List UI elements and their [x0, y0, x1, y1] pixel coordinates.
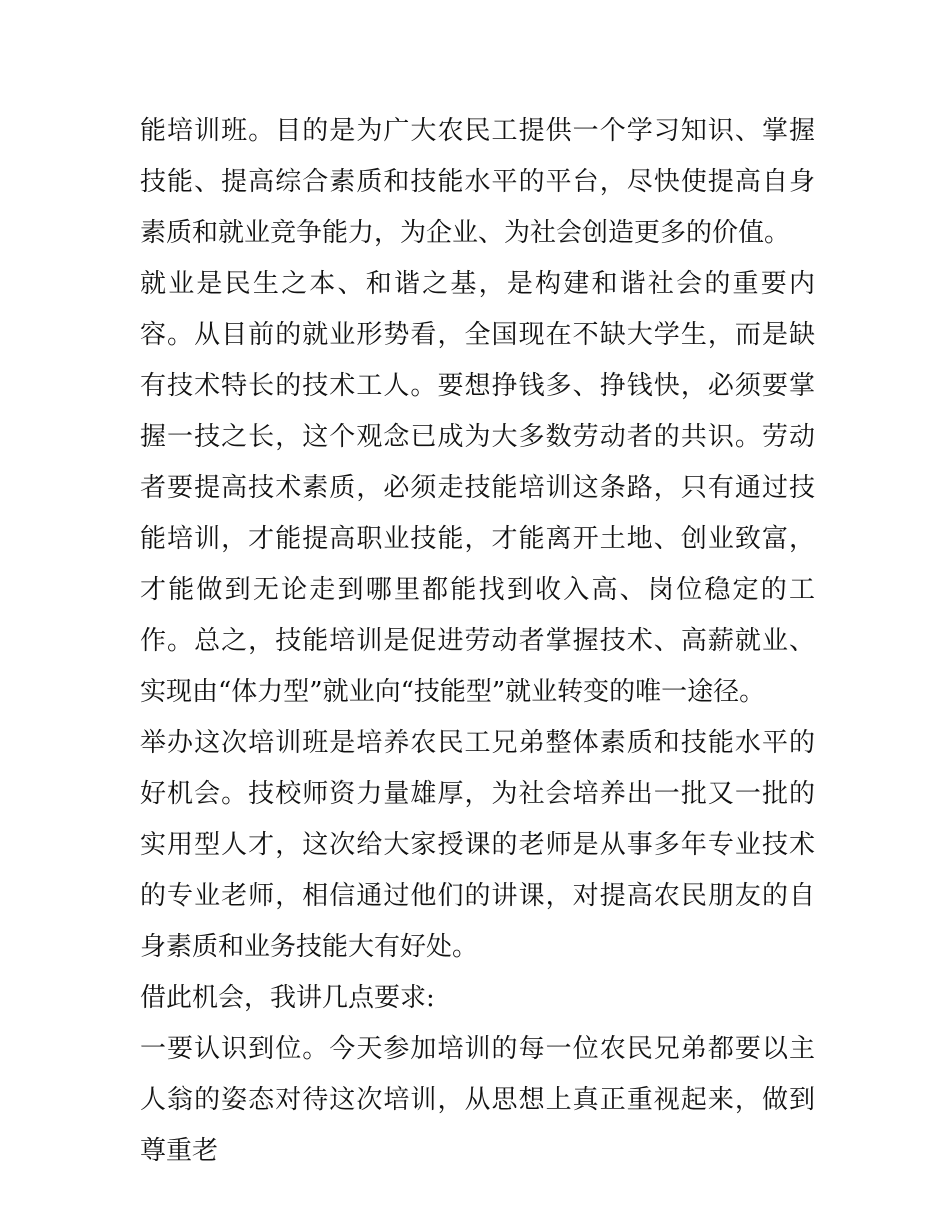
paragraph-3: 举办这次培训班是培养农民工兄弟整体素质和技能水平的好机会。技校师资力量雄厚，为社会培养出一批又一批的实用型人才，这次给大家授课的老师是从事多年专业技术的专业老师，相信通过他们的讲课，对提高农民朋友的自身素质和业务技能大有好处。	[140, 728, 815, 962]
paragraph-4: 借此机会，我讲几点要求:	[140, 983, 435, 1013]
paragraph-5: 一要认识到位。今天参加培训的每一位农民兄弟都要以主人翁的姿态对待这次培训，从思想上真正重视起来，做到尊重老	[140, 1034, 815, 1166]
paragraph-1: 能培训班。目的是为广大农民工提供一个学习知识、掌握技能、提高综合素质和技能水平的平台，尽快使提高自身素质和就业竞争能力，为企业、为社会创造更多的价值。	[140, 116, 815, 248]
paragraph-2: 就业是民生之本、和谐之基，是构建和谐社会的重要内容。从目前的就业形势看，全国现在不缺大学生，而是缺有技术特长的技术工人。要想挣钱多、挣钱快，必须要掌握一技之长，这个观念已成为大多数劳动者的共识。劳动者要提高技术素质，必须走技能培训这条路，只有通过技能培训，才能提高职业技能，才能离开土地、创业致富，才能做到无论走到哪里都能找到收入高、岗位稳定的工作。总之，技能培训是促进劳动者掌握技术、高薪就业、实现由“体力型”就业向“技能型”就业转变的唯一途径。	[140, 269, 815, 707]
document-body	[140, 106, 815, 1177]
